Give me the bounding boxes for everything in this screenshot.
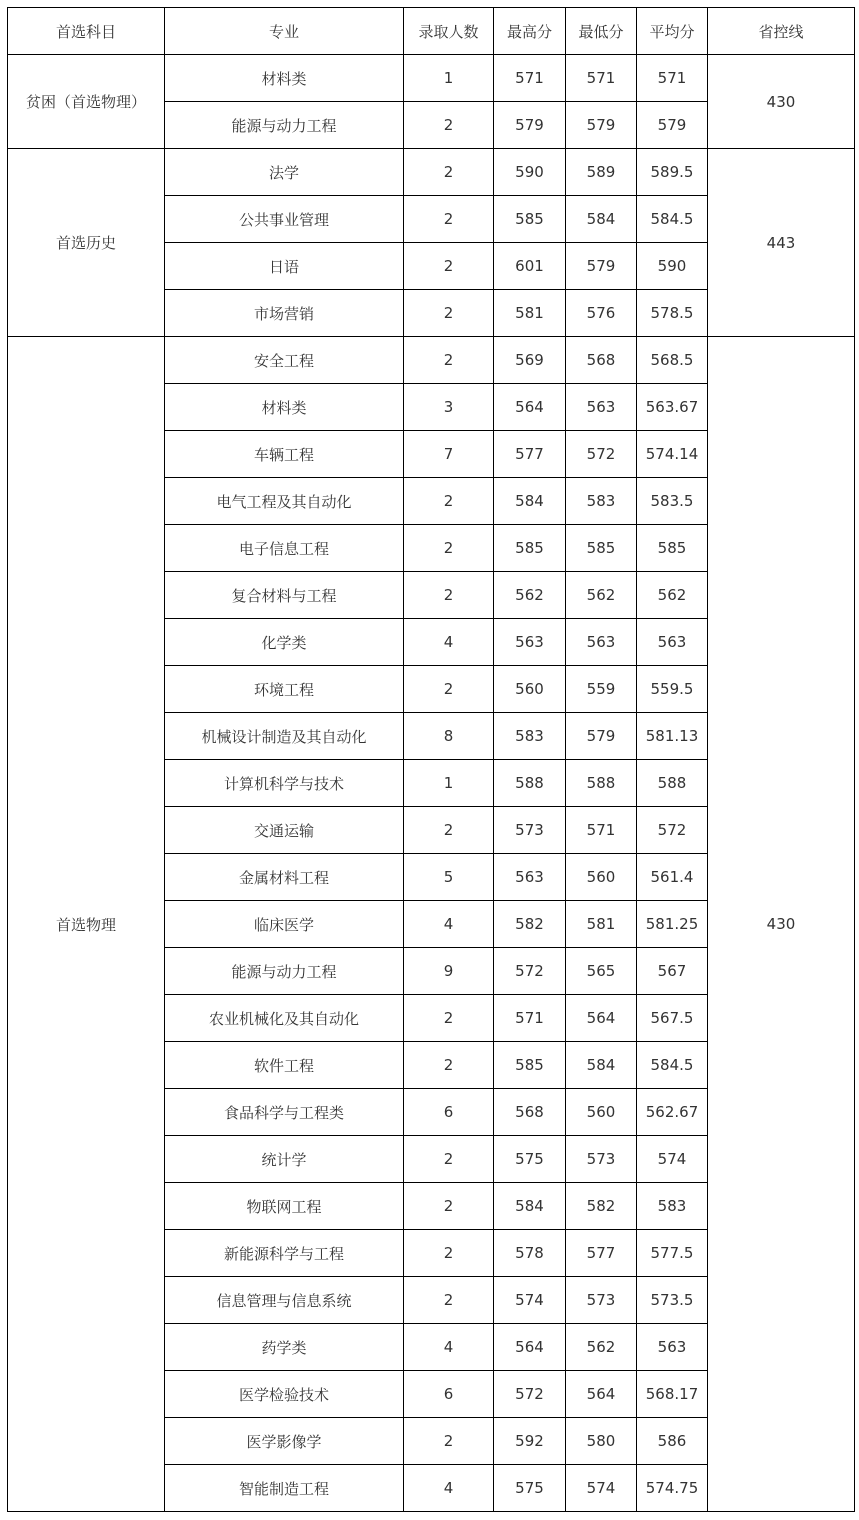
- major-cell: 材料类: [165, 384, 404, 431]
- min-score-cell: 565: [566, 948, 637, 995]
- admitted-count-cell: 2: [404, 102, 494, 149]
- max-score-cell: 590: [494, 149, 566, 196]
- admitted-count-cell: 3: [404, 384, 494, 431]
- avg-score-cell: 574.14: [637, 431, 708, 478]
- major-cell: 交通运输: [165, 807, 404, 854]
- max-score-cell: 572: [494, 1371, 566, 1418]
- avg-score-cell: 583: [637, 1183, 708, 1230]
- min-score-cell: 579: [566, 713, 637, 760]
- min-score-cell: 571: [566, 55, 637, 102]
- max-score-cell: 573: [494, 807, 566, 854]
- major-cell: 电子信息工程: [165, 525, 404, 572]
- avg-score-cell: 574: [637, 1136, 708, 1183]
- admitted-count-cell: 4: [404, 1465, 494, 1512]
- major-cell: 安全工程: [165, 337, 404, 384]
- min-score-cell: 568: [566, 337, 637, 384]
- min-score-cell: 584: [566, 1042, 637, 1089]
- avg-score-cell: 579: [637, 102, 708, 149]
- min-score-cell: 572: [566, 431, 637, 478]
- header-major: 专业: [165, 8, 404, 55]
- max-score-cell: 575: [494, 1136, 566, 1183]
- admitted-count-cell: 2: [404, 995, 494, 1042]
- admitted-count-cell: 4: [404, 619, 494, 666]
- header-row: [8, 8, 855, 55]
- max-score-cell: 563: [494, 854, 566, 901]
- avg-score-cell: 583.5: [637, 478, 708, 525]
- max-score-cell: 584: [494, 1183, 566, 1230]
- min-score-cell: 584: [566, 196, 637, 243]
- header-avg-score: 平均分: [637, 8, 708, 55]
- table-row: [8, 149, 855, 196]
- min-score-cell: 580: [566, 1418, 637, 1465]
- min-score-cell: 560: [566, 1089, 637, 1136]
- admitted-count-cell: 2: [404, 1136, 494, 1183]
- max-score-cell: 585: [494, 196, 566, 243]
- max-score-cell: 560: [494, 666, 566, 713]
- min-score-cell: 585: [566, 525, 637, 572]
- avg-score-cell: 584.5: [637, 196, 708, 243]
- max-score-cell: 584: [494, 478, 566, 525]
- min-score-cell: 571: [566, 807, 637, 854]
- major-cell: 复合材料与工程: [165, 572, 404, 619]
- admitted-count-cell: 6: [404, 1089, 494, 1136]
- admitted-count-cell: 8: [404, 713, 494, 760]
- max-score-cell: 564: [494, 1324, 566, 1371]
- min-score-cell: 581: [566, 901, 637, 948]
- major-cell: 软件工程: [165, 1042, 404, 1089]
- admitted-count-cell: 2: [404, 1418, 494, 1465]
- admitted-count-cell: 2: [404, 1277, 494, 1324]
- avg-score-cell: 561.4: [637, 854, 708, 901]
- avg-score-cell: 573.5: [637, 1277, 708, 1324]
- min-score-cell: 579: [566, 102, 637, 149]
- major-cell: 能源与动力工程: [165, 948, 404, 995]
- major-cell: 机械设计制造及其自动化: [165, 713, 404, 760]
- major-cell: 统计学: [165, 1136, 404, 1183]
- max-score-cell: 564: [494, 384, 566, 431]
- avg-score-cell: 584.5: [637, 1042, 708, 1089]
- avg-score-cell: 571: [637, 55, 708, 102]
- max-score-cell: 575: [494, 1465, 566, 1512]
- admitted-count-cell: 2: [404, 337, 494, 384]
- major-cell: 电气工程及其自动化: [165, 478, 404, 525]
- admitted-count-cell: 7: [404, 431, 494, 478]
- avg-score-cell: 581.13: [637, 713, 708, 760]
- avg-score-cell: 589.5: [637, 149, 708, 196]
- min-score-cell: 563: [566, 619, 637, 666]
- admission-scores-table: [7, 7, 855, 1512]
- admitted-count-cell: 4: [404, 901, 494, 948]
- avg-score-cell: 590: [637, 243, 708, 290]
- subject-cell: 首选物理: [8, 337, 165, 1512]
- admitted-count-cell: 4: [404, 1324, 494, 1371]
- table-row: [8, 337, 855, 384]
- min-score-cell: 562: [566, 1324, 637, 1371]
- avg-score-cell: 568.17: [637, 1371, 708, 1418]
- avg-score-cell: 572: [637, 807, 708, 854]
- avg-score-cell: 578.5: [637, 290, 708, 337]
- avg-score-cell: 581.25: [637, 901, 708, 948]
- subject-cell: 贫困（首选物理）: [8, 55, 165, 149]
- min-score-cell: 582: [566, 1183, 637, 1230]
- min-score-cell: 573: [566, 1136, 637, 1183]
- major-cell: 材料类: [165, 55, 404, 102]
- major-cell: 金属材料工程: [165, 854, 404, 901]
- min-score-cell: 559: [566, 666, 637, 713]
- admitted-count-cell: 2: [404, 149, 494, 196]
- min-score-cell: 574: [566, 1465, 637, 1512]
- max-score-cell: 601: [494, 243, 566, 290]
- max-score-cell: 569: [494, 337, 566, 384]
- major-cell: 医学影像学: [165, 1418, 404, 1465]
- max-score-cell: 574: [494, 1277, 566, 1324]
- avg-score-cell: 574.75: [637, 1465, 708, 1512]
- min-score-cell: 573: [566, 1277, 637, 1324]
- major-cell: 新能源科学与工程: [165, 1230, 404, 1277]
- min-score-cell: 562: [566, 572, 637, 619]
- min-score-cell: 583: [566, 478, 637, 525]
- avg-score-cell: 577.5: [637, 1230, 708, 1277]
- avg-score-cell: 568.5: [637, 337, 708, 384]
- avg-score-cell: 588: [637, 760, 708, 807]
- major-cell: 公共事业管理: [165, 196, 404, 243]
- avg-score-cell: 559.5: [637, 666, 708, 713]
- max-score-cell: 588: [494, 760, 566, 807]
- major-cell: 临床医学: [165, 901, 404, 948]
- major-cell: 医学检验技术: [165, 1371, 404, 1418]
- min-score-cell: 577: [566, 1230, 637, 1277]
- control-line-cell: 443: [708, 149, 855, 337]
- admitted-count-cell: 2: [404, 525, 494, 572]
- max-score-cell: 582: [494, 901, 566, 948]
- admitted-count-cell: 9: [404, 948, 494, 995]
- major-cell: 市场营销: [165, 290, 404, 337]
- max-score-cell: 562: [494, 572, 566, 619]
- admitted-count-cell: 2: [404, 196, 494, 243]
- admitted-count-cell: 5: [404, 854, 494, 901]
- major-cell: 食品科学与工程类: [165, 1089, 404, 1136]
- header-admitted-count: 录取人数: [404, 8, 494, 55]
- major-cell: 车辆工程: [165, 431, 404, 478]
- major-cell: 农业机械化及其自动化: [165, 995, 404, 1042]
- min-score-cell: 576: [566, 290, 637, 337]
- max-score-cell: 585: [494, 525, 566, 572]
- admitted-count-cell: 2: [404, 666, 494, 713]
- avg-score-cell: 562.67: [637, 1089, 708, 1136]
- max-score-cell: 581: [494, 290, 566, 337]
- avg-score-cell: 567.5: [637, 995, 708, 1042]
- subject-cell: 首选历史: [8, 149, 165, 337]
- avg-score-cell: 563.67: [637, 384, 708, 431]
- major-cell: 化学类: [165, 619, 404, 666]
- major-cell: 智能制造工程: [165, 1465, 404, 1512]
- max-score-cell: 592: [494, 1418, 566, 1465]
- major-cell: 日语: [165, 243, 404, 290]
- max-score-cell: 563: [494, 619, 566, 666]
- admitted-count-cell: 1: [404, 55, 494, 102]
- avg-score-cell: 586: [637, 1418, 708, 1465]
- major-cell: 环境工程: [165, 666, 404, 713]
- control-line-cell: 430: [708, 337, 855, 1512]
- major-cell: 能源与动力工程: [165, 102, 404, 149]
- min-score-cell: 560: [566, 854, 637, 901]
- header-max-score: 最高分: [494, 8, 566, 55]
- max-score-cell: 578: [494, 1230, 566, 1277]
- min-score-cell: 579: [566, 243, 637, 290]
- table-header: [8, 8, 855, 55]
- admitted-count-cell: 6: [404, 1371, 494, 1418]
- min-score-cell: 588: [566, 760, 637, 807]
- min-score-cell: 564: [566, 995, 637, 1042]
- avg-score-cell: 563: [637, 1324, 708, 1371]
- major-cell: 计算机科学与技术: [165, 760, 404, 807]
- max-score-cell: 583: [494, 713, 566, 760]
- min-score-cell: 563: [566, 384, 637, 431]
- header-control-line: 省控线: [708, 8, 855, 55]
- admitted-count-cell: 2: [404, 1183, 494, 1230]
- avg-score-cell: 563: [637, 619, 708, 666]
- major-cell: 法学: [165, 149, 404, 196]
- control-line-cell: 430: [708, 55, 855, 149]
- admitted-count-cell: 2: [404, 807, 494, 854]
- admitted-count-cell: 2: [404, 1230, 494, 1277]
- header-min-score: 最低分: [566, 8, 637, 55]
- min-score-cell: 564: [566, 1371, 637, 1418]
- max-score-cell: 571: [494, 55, 566, 102]
- admitted-count-cell: 2: [404, 243, 494, 290]
- major-cell: 物联网工程: [165, 1183, 404, 1230]
- avg-score-cell: 562: [637, 572, 708, 619]
- max-score-cell: 577: [494, 431, 566, 478]
- admitted-count-cell: 2: [404, 478, 494, 525]
- max-score-cell: 568: [494, 1089, 566, 1136]
- admitted-count-cell: 2: [404, 1042, 494, 1089]
- major-cell: 药学类: [165, 1324, 404, 1371]
- max-score-cell: 579: [494, 102, 566, 149]
- admitted-count-cell: 2: [404, 290, 494, 337]
- max-score-cell: 585: [494, 1042, 566, 1089]
- admitted-count-cell: 2: [404, 572, 494, 619]
- max-score-cell: 572: [494, 948, 566, 995]
- admitted-count-cell: 1: [404, 760, 494, 807]
- avg-score-cell: 567: [637, 948, 708, 995]
- table-body: [8, 55, 855, 1512]
- avg-score-cell: 585: [637, 525, 708, 572]
- min-score-cell: 589: [566, 149, 637, 196]
- max-score-cell: 571: [494, 995, 566, 1042]
- table-row: [8, 55, 855, 102]
- major-cell: 信息管理与信息系统: [165, 1277, 404, 1324]
- header-subject: 首选科目: [8, 8, 165, 55]
